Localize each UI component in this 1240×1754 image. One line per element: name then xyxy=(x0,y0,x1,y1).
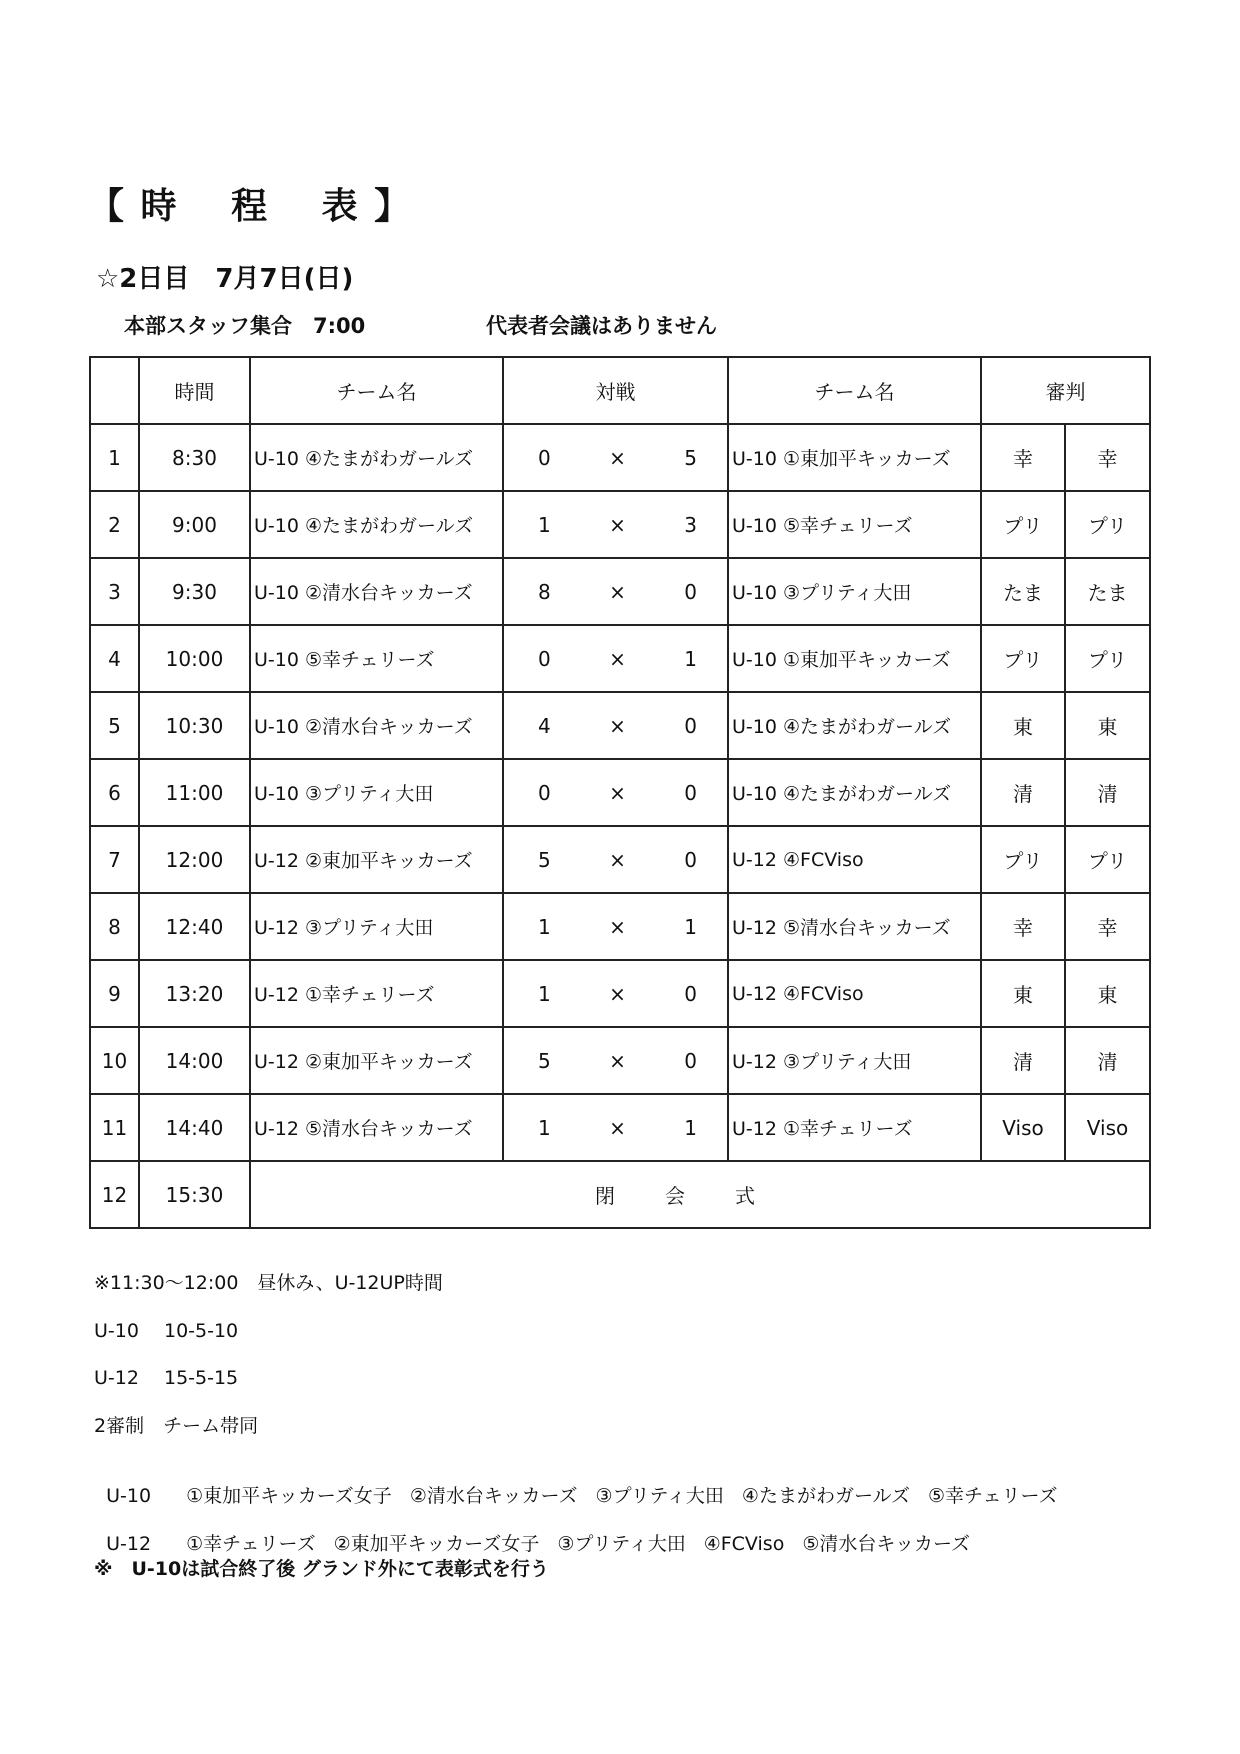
award-ceremony-note: ※ U-10は試合終了後 グランド外にて表彰式を行う xyxy=(94,1558,549,1580)
header-match: 対戦 xyxy=(503,357,728,424)
referee-2: 東 xyxy=(1065,692,1150,759)
score-wrapper xyxy=(504,1116,727,1140)
table-row xyxy=(90,1094,1150,1161)
score-wrapper xyxy=(504,513,727,537)
score-b: 3 xyxy=(684,512,697,537)
score-a: 1 xyxy=(538,1115,551,1140)
score-wrapper xyxy=(504,446,727,470)
schedule-body xyxy=(90,424,1150,1228)
referee-2: たま xyxy=(1065,558,1150,625)
u12-team-entry: ⑤清水台キッカーズ xyxy=(802,1533,971,1555)
team-b-name: U-12 ①幸チェリーズ xyxy=(728,1094,981,1161)
table-header-row xyxy=(90,357,1150,424)
match-time: 9:00 xyxy=(139,491,250,558)
day-heading: ☆2日目 7月7日(日) xyxy=(96,264,354,294)
score-b: 0 xyxy=(684,579,697,604)
score-a: 0 xyxy=(538,445,551,470)
staff-meeting-time: 本部スタッフ集合 7:00 xyxy=(124,314,366,338)
match-number: 7 xyxy=(90,826,139,893)
team-b-name: U-10 ④たまがわガールズ xyxy=(728,759,981,826)
match-score xyxy=(503,759,728,826)
table-row xyxy=(90,759,1150,826)
team-b-name: U-12 ③プリティ大田 xyxy=(728,1027,981,1094)
match-score xyxy=(503,826,728,893)
table-row xyxy=(90,960,1150,1027)
versus-mark: × xyxy=(609,1048,626,1073)
versus-mark: × xyxy=(609,713,626,738)
match-number: 5 xyxy=(90,692,139,759)
referee-2: 清 xyxy=(1065,1027,1150,1094)
referee-1: プリ xyxy=(981,826,1065,893)
u12-team-list-label: U-12 xyxy=(106,1533,152,1555)
header-referee: 審判 xyxy=(981,357,1150,424)
referee-1: 幸 xyxy=(981,424,1065,491)
score-wrapper xyxy=(504,781,727,805)
score-a: 5 xyxy=(538,847,551,872)
schedule-table xyxy=(89,356,1151,1229)
header-time: 時間 xyxy=(139,357,250,424)
versus-mark: × xyxy=(609,646,626,671)
match-score xyxy=(503,1094,728,1161)
page-title: 【 時 程 表 】 xyxy=(88,186,413,227)
referee-2: 東 xyxy=(1065,960,1150,1027)
referee-1: たま xyxy=(981,558,1065,625)
closing-ceremony-label: 閉会式 xyxy=(250,1161,1150,1228)
match-number: 11 xyxy=(90,1094,139,1161)
u12-team-entry: ④FCViso xyxy=(703,1533,785,1555)
score-a: 1 xyxy=(538,914,551,939)
score-a: 0 xyxy=(538,780,551,805)
team-a-name: U-12 ①幸チェリーズ xyxy=(250,960,503,1027)
closing-row xyxy=(90,1161,1150,1228)
match-number: 6 xyxy=(90,759,139,826)
team-a-name: U-12 ②東加平キッカーズ xyxy=(250,826,503,893)
match-number: 12 xyxy=(90,1161,139,1228)
score-wrapper xyxy=(504,580,727,604)
match-time: 14:00 xyxy=(139,1027,250,1094)
match-time: 12:40 xyxy=(139,893,250,960)
table-row xyxy=(90,424,1150,491)
break-note: ※11:30〜12:00 昼休み、U-12UP時間 xyxy=(94,1272,443,1294)
match-score xyxy=(503,692,728,759)
representative-meeting-note: 代表者会議はありません xyxy=(486,314,717,338)
u10-team-list-label: U-10 xyxy=(106,1485,152,1507)
team-a-name: U-12 ③プリティ大田 xyxy=(250,893,503,960)
u12-team-entry: ③プリティ大田 xyxy=(557,1533,686,1555)
u10-team-list xyxy=(94,1459,1152,1508)
score-wrapper xyxy=(504,915,727,939)
referee-2: プリ xyxy=(1065,491,1150,558)
match-score xyxy=(503,1027,728,1094)
referee-1: 清 xyxy=(981,759,1065,826)
team-a-name: U-10 ④たまがわガールズ xyxy=(250,424,503,491)
versus-mark: × xyxy=(609,1115,626,1140)
match-number: 2 xyxy=(90,491,139,558)
score-a: 1 xyxy=(538,981,551,1006)
referee-2: 幸 xyxy=(1065,893,1150,960)
u10-team-entry: ④たまがわガールズ xyxy=(741,1485,910,1507)
u10-team-entry: ⑤幸チェリーズ xyxy=(928,1485,1058,1507)
match-score xyxy=(503,893,728,960)
referee-system-note: 2審制 チーム帯同 xyxy=(94,1415,259,1437)
versus-mark: × xyxy=(609,512,626,537)
score-b: 1 xyxy=(684,646,697,671)
team-b-name: U-10 ③プリティ大田 xyxy=(728,558,981,625)
u12-team-entry: ②東加平キッカーズ女子 xyxy=(333,1533,540,1555)
referee-2: 清 xyxy=(1065,759,1150,826)
score-b: 1 xyxy=(684,914,697,939)
u10-team-entry: ③プリティ大田 xyxy=(595,1485,724,1507)
match-number: 3 xyxy=(90,558,139,625)
header-team-a: チーム名 xyxy=(250,357,503,424)
referee-1: 幸 xyxy=(981,893,1065,960)
versus-mark: × xyxy=(609,445,626,470)
score-wrapper xyxy=(504,1049,727,1073)
score-a: 4 xyxy=(538,713,551,738)
score-wrapper xyxy=(504,848,727,872)
match-number: 8 xyxy=(90,893,139,960)
referee-2: Viso xyxy=(1065,1094,1150,1161)
team-b-name: U-12 ④FCViso xyxy=(728,826,981,893)
versus-mark: × xyxy=(609,981,626,1006)
u10-format-note: U-10 10-5-10 xyxy=(94,1320,239,1342)
u12-team-entry: ①幸チェリーズ xyxy=(186,1533,316,1555)
team-b-name: U-12 ⑤清水台キッカーズ xyxy=(728,893,981,960)
table-row xyxy=(90,558,1150,625)
u12-format-note: U-12 15-5-15 xyxy=(94,1367,239,1389)
match-time: 8:30 xyxy=(139,424,250,491)
table-row xyxy=(90,1027,1150,1094)
header-no xyxy=(90,357,139,424)
match-score xyxy=(503,625,728,692)
header-team-b: チーム名 xyxy=(728,357,981,424)
score-b: 0 xyxy=(684,713,697,738)
table-row xyxy=(90,625,1150,692)
match-number: 4 xyxy=(90,625,139,692)
match-score xyxy=(503,960,728,1027)
team-b-name: U-10 ①東加平キッカーズ xyxy=(728,424,981,491)
team-a-name: U-10 ④たまがわガールズ xyxy=(250,491,503,558)
referee-1: 清 xyxy=(981,1027,1065,1094)
score-a: 0 xyxy=(538,646,551,671)
score-b: 1 xyxy=(684,1115,697,1140)
score-b: 0 xyxy=(684,981,697,1006)
score-b: 0 xyxy=(684,780,697,805)
table-row xyxy=(90,893,1150,960)
score-b: 0 xyxy=(684,847,697,872)
team-b-name: U-10 ④たまがわガールズ xyxy=(728,692,981,759)
score-b: 0 xyxy=(684,1048,697,1073)
match-time: 15:30 xyxy=(139,1161,250,1228)
u10-team-entry: ①東加平キッカーズ女子 xyxy=(186,1485,392,1507)
table-row xyxy=(90,692,1150,759)
match-time: 11:00 xyxy=(139,759,250,826)
team-a-name: U-12 ⑤清水台キッカーズ xyxy=(250,1094,503,1161)
score-wrapper xyxy=(504,982,727,1006)
match-score xyxy=(503,424,728,491)
referee-2: 幸 xyxy=(1065,424,1150,491)
match-time: 12:00 xyxy=(139,826,250,893)
referee-2: プリ xyxy=(1065,826,1150,893)
match-time: 14:40 xyxy=(139,1094,250,1161)
score-wrapper xyxy=(504,714,727,738)
team-a-name: U-12 ②東加平キッカーズ xyxy=(250,1027,503,1094)
referee-1: 東 xyxy=(981,960,1065,1027)
team-a-name: U-10 ⑤幸チェリーズ xyxy=(250,625,503,692)
team-b-name: U-10 ⑤幸チェリーズ xyxy=(728,491,981,558)
versus-mark: × xyxy=(609,780,626,805)
u10-team-entry: ②清水台キッカーズ xyxy=(409,1485,578,1507)
referee-1: プリ xyxy=(981,625,1065,692)
referee-1: プリ xyxy=(981,491,1065,558)
team-b-name: U-12 ④FCViso xyxy=(728,960,981,1027)
match-score xyxy=(503,558,728,625)
score-wrapper xyxy=(504,647,727,671)
match-number: 10 xyxy=(90,1027,139,1094)
u12-team-list xyxy=(94,1507,1152,1556)
match-time: 10:30 xyxy=(139,692,250,759)
match-time: 13:20 xyxy=(139,960,250,1027)
match-number: 1 xyxy=(90,424,139,491)
referee-1: 東 xyxy=(981,692,1065,759)
team-b-name: U-10 ①東加平キッカーズ xyxy=(728,625,981,692)
score-a: 1 xyxy=(538,512,551,537)
match-time: 9:30 xyxy=(139,558,250,625)
team-a-name: U-10 ③プリティ大田 xyxy=(250,759,503,826)
referee-2: プリ xyxy=(1065,625,1150,692)
match-time: 10:00 xyxy=(139,625,250,692)
versus-mark: × xyxy=(609,914,626,939)
score-a: 5 xyxy=(538,1048,551,1073)
team-a-name: U-10 ②清水台キッカーズ xyxy=(250,692,503,759)
team-a-name: U-10 ②清水台キッカーズ xyxy=(250,558,503,625)
versus-mark: × xyxy=(609,847,626,872)
referee-1: Viso xyxy=(981,1094,1065,1161)
match-number: 9 xyxy=(90,960,139,1027)
score-a: 8 xyxy=(538,579,551,604)
score-b: 5 xyxy=(684,445,697,470)
table-row xyxy=(90,826,1150,893)
versus-mark: × xyxy=(609,579,626,604)
table-row xyxy=(90,491,1150,558)
match-score xyxy=(503,491,728,558)
